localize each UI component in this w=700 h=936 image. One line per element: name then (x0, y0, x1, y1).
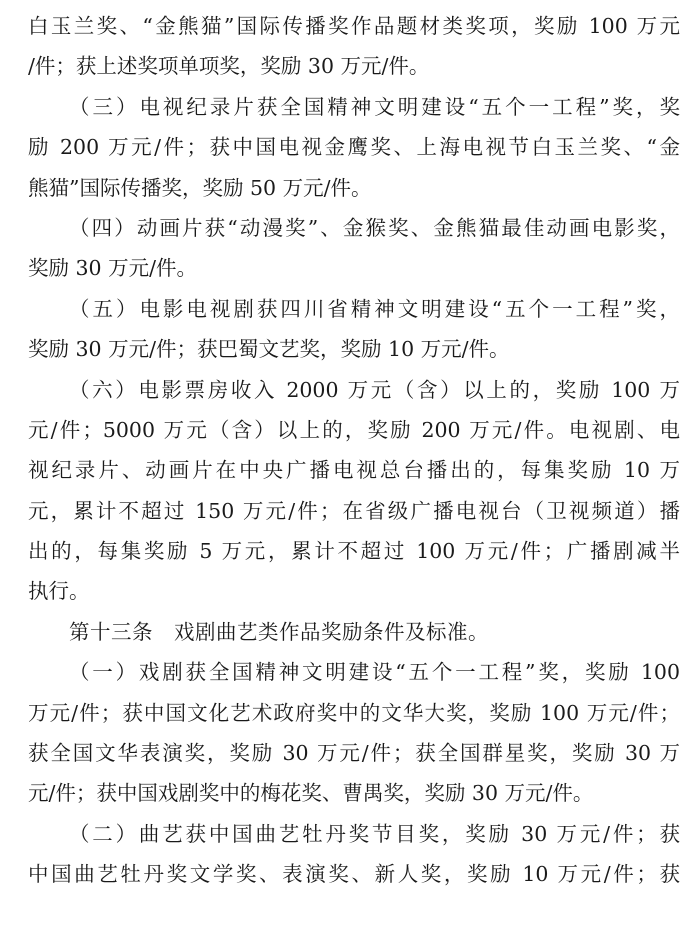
text-line-14: 出的，每集奖励 5 万元，累计不超过 100 万元/件；广播剧减半 (28, 539, 680, 564)
text-line-10: （六）电影票房收入 2000 万元（含）以上的，奖励 100 万 (69, 377, 680, 402)
text-line-22: 中国曲艺牡丹奖文学奖、表演奖、新人奖，奖励 10 万元/件；获 (28, 862, 680, 887)
text-line-1: 白玉兰奖、“金熊猫”国际传播奖作品题材类奖项，奖励 100 万元 (28, 14, 680, 38)
text-line-8: （五）电影电视剧获四川省精神文明建设“五个一工程”奖， (69, 296, 680, 321)
text-line-11: 元/件；5000 万元（含）以上的，奖励 200 万元/件。电视剧、电 (28, 417, 680, 442)
text-line-18: 万元/件；获中国文化艺术政府奖中的文华大奖，奖励 100 万元/件； (28, 700, 680, 725)
text-line-19: 获全国文华表演奖，奖励 30 万元/件；获全国群星奖，奖励 30 万 (28, 741, 680, 766)
text-line-17: （一）戏剧获全国精神文明建设“五个一工程”奖，奖励 100 (69, 660, 680, 685)
text-line-21: （二）曲艺获中国曲艺牡丹奖节目奖，奖励 30 万元/件；获 (69, 821, 680, 846)
text-line-15: 执行。 (28, 579, 90, 604)
text-line-3: （三）电视纪录片获全国精神文明建设“五个一工程”奖，奖 (69, 94, 680, 119)
text-line-12: 视纪录片、动画片在中央广播电视总台播出的，每集奖励 10 万 (28, 458, 680, 483)
text-line-9: 奖励 30 万元/件；获巴蜀文艺奖，奖励 10 万元/件。 (28, 337, 510, 362)
article-heading: 第十三条 戏剧曲艺类作品奖励条件及标准。 (69, 619, 489, 644)
text-line-7: 奖励 30 万元/件。 (28, 256, 198, 281)
text-line-13: 元，累计不超过 150 万元/件；在省级广播电视台（卫视频道）播 (28, 498, 680, 523)
text-line-6: （四）动画片获“动漫奖”、金猴奖、金熊猫最佳动画电影奖， (69, 215, 680, 240)
text-line-20: 元/件；获中国戏剧奖中的梅花奖、曹禺奖，奖励 30 万元/件。 (28, 781, 594, 806)
text-line-2: /件；获上述奖项单项奖，奖励 30 万元/件。 (28, 54, 430, 79)
text-line-4: 励 200 万元/件；获中国电视金鹰奖、上海电视节白玉兰奖、“金 (28, 135, 680, 160)
text-line-5: 熊猫”国际传播奖，奖励 50 万元/件。 (28, 175, 372, 200)
